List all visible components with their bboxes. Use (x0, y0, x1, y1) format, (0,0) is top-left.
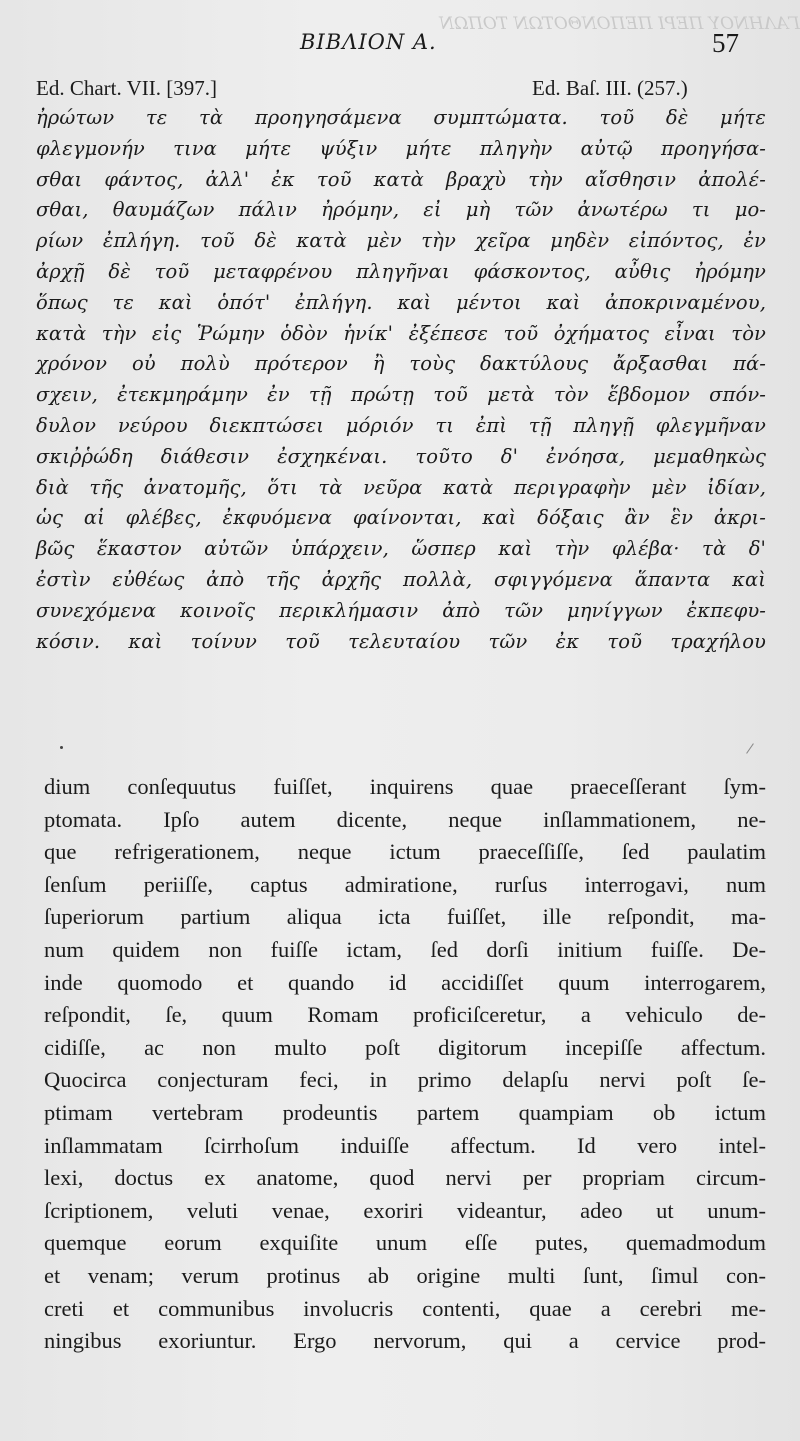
greek-text-block (36, 103, 766, 657)
greek-line: σθαι, θαυμάζων πάλιν ἠρόμην, εἰ μὴ τῶν ἀνωτέρω τι μο- (36, 198, 766, 222)
latin-line: ptomata. Ipſo autem dicente, neque inſlammationem, ne- (44, 806, 766, 832)
greek-line: ἀρχῇ δὲ τοῦ μεταφρένου πληγῆναι φάσκοντος, αὖθις ἠρόμην (36, 259, 766, 283)
paper-speck (60, 746, 63, 749)
greek-line: δυλον νεύρου διεκπτώσει μόριόν τι ἐπὶ τῇ πληγῇ φλεγμῆναν (36, 413, 766, 437)
latin-line: ſenſum periiſſe, captus admiratione, rurſus interrogavi, num (44, 871, 766, 897)
latin-line: inſlammatam ſcirrhoſum induiſſe affectum. Id vero intel- (44, 1132, 766, 1158)
greek-line: βῶς ἕκαστον αὐτῶν ὑπάρχειν, ὥσπερ καὶ τὴν φλέβα· τὰ δ' (36, 537, 766, 561)
latin-line: creti et communibus involucris contenti, quae a cerebri me- (44, 1295, 766, 1321)
greek-line: συνεχόμενα κοινοῖς περικλήμασιν ἀπὸ τῶν μηνίγγων ἐκπεφυ- (36, 598, 766, 622)
edition-reference-basel: Ed. Baſ. III. (257.) (532, 76, 688, 100)
greek-line: ὡς αἱ φλέβες, ἐκφυόμενα φαίνονται, καὶ δόξαις ἂν ἓν ἀκρι- (36, 506, 766, 530)
latin-line: ptimam vertebram prodeuntis partem quampiam ob ictum (44, 1099, 766, 1125)
greek-line: σθαι φάντος, ἀλλ' ἐκ τοῦ κατὰ βραχὺ τὴν αἴσθησιν ἀπολέ- (36, 167, 766, 191)
greek-line: ἐστὶν εὐθέως ἀπὸ τῆς ἀρχῆς πολλὰ, σφιγγόμενα ἅπαντα καὶ (36, 567, 766, 591)
latin-line: cidiſſe, ac non multo poſt digitorum incepiſſe affectum. (44, 1034, 766, 1060)
latin-line: ſcriptionem, veluti venae, exoriri videantur, adeo ut unum- (44, 1197, 766, 1223)
latin-line: inde quomodo et quando id accidiſſet quum interrogarem, (44, 969, 766, 995)
latin-text-block (44, 771, 766, 1358)
greek-line: ὅπως τε καὶ ὁπότ' ἐπλήγη. καὶ μέντοι καὶ ἀποκριναμένου, (36, 290, 766, 314)
stray-pen-mark (746, 743, 754, 753)
greek-line: χρόνον οὐ πολὺ πρότερον ἢ τοὺς δακτύλους ἄρξασθαι πά- (36, 352, 766, 376)
greek-line: σχειν, ἐτεκμηράμην ἐν τῇ πρώτῃ τοῦ μετὰ τὸν ἕβδομον σπόν- (36, 383, 766, 407)
latin-line: num quidem non fuiſſe ictam, ſed dorſi initium fuiſſe. De- (44, 936, 766, 962)
latin-line: lexi, doctus ex anatome, quod nervi per propriam circum- (44, 1165, 766, 1191)
greek-line: ἠρώτων τε τὰ προηγησάμενα συμπτώματα. τοῦ δὲ μήτε (36, 106, 766, 129)
bleed-through-text: ΓΑΛΗΝΟΥ ΠΕΡΙ ΠΕΠΟΝΘΟΤΩΝ ΤΟΠΩΝ (439, 14, 800, 34)
edition-reference-chartier: Ed. Chart. VII. [397.] (36, 76, 217, 100)
latin-line: ſuperiorum partium aliqua icta fuiſſet, ille reſpondit, ma- (44, 904, 766, 930)
greek-line: ρίων ἐπλήγη. τοῦ δὲ κατὰ μὲν τὴν χεῖρα μηδὲν εἰπόντος, ἐν (36, 229, 766, 253)
greek-line: σκιῤῥώδη διάθεσιν ἐσχηκέναι. τοῦτο δ' ἐνόησα, μεμαθηκὼς (36, 444, 766, 468)
greek-line: διὰ τῆς ἀνατομῆς, ὅτι τὰ νεῦρα κατὰ περιγραφὴν μὲν ἰδίαν, (36, 475, 766, 499)
latin-line: que refrigerationem, neque ictum praeceſſiſſe, ſed paulatim (44, 839, 766, 865)
greek-line: κόσιν. καὶ τοίνυν τοῦ τελευταίου τῶν ἐκ τοῦ τραχήλου (36, 629, 766, 653)
latin-line: reſpondit, ſe, quum Romam proficiſceretur, a vehiculo de- (44, 1002, 766, 1028)
greek-line: φλεγμονήν τινα μήτε ψύξιν μήτε πληγὴν αὐτῷ προηγήσα- (36, 136, 766, 160)
latin-line: Quocirca conjecturam feci, in primo delapſu nervi poſt ſe- (44, 1067, 766, 1093)
page-number: 57 (712, 28, 739, 58)
running-title: ΒΙΒΛΙΟΝ Α. (300, 30, 437, 54)
greek-line: κατὰ τὴν εἰς Ῥώμην ὁδὸν ἡνίκ' ἐξέπεσε τοῦ ὀχήματος εἶναι τὸν (36, 321, 766, 345)
latin-line: et venam; verum protinus ab origine multi ſunt, ſimul con- (44, 1262, 766, 1288)
latin-line: dium conſequutus fuiſſet, inquirens quae praeceſſerant ſym- (44, 774, 766, 799)
latin-line: ningibus exoriuntur. Ergo nervorum, qui a cervice prod- (44, 1328, 766, 1354)
latin-line: quemque eorum exquiſite unum eſſe putes, quemadmodum (44, 1230, 766, 1256)
